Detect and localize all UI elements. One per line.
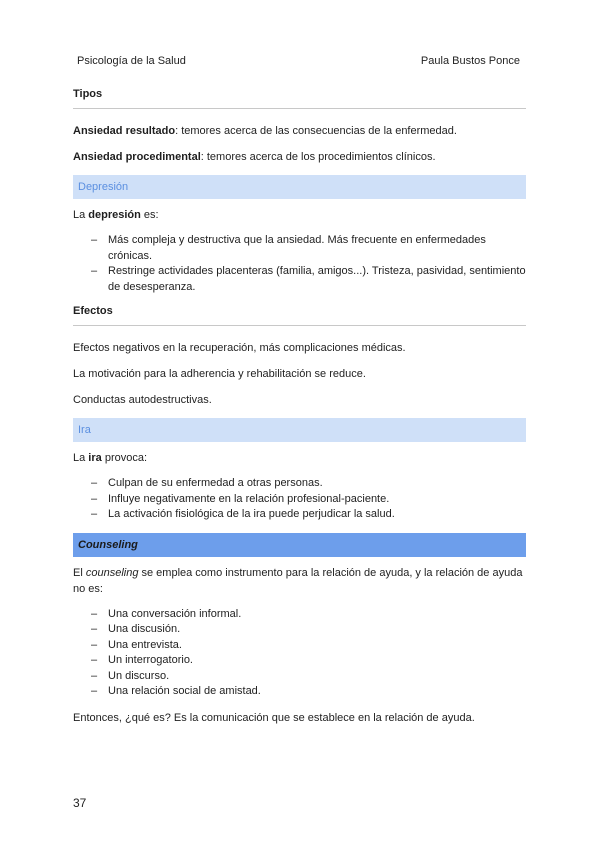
list-item-text: Una discusión. [108, 623, 181, 635]
dash-bullet: – [91, 669, 98, 682]
list-item [73, 492, 526, 508]
paragraph-ansiedad-resultado [73, 123, 526, 139]
text: El [73, 566, 86, 579]
text: se emplea como instrumento para la relación de ayuda, y la relación de ayuda no es: [73, 566, 523, 595]
list-item [73, 653, 526, 669]
text: La [73, 452, 89, 464]
dash-bullet: – [91, 265, 98, 277]
heading-tipos: Tipos [73, 88, 103, 100]
list-item [73, 476, 526, 492]
definition: : temores acerca de los procedimientos clínicos. [200, 151, 436, 163]
term: Ansiedad procedimental [73, 151, 201, 163]
list-ira [73, 476, 526, 523]
text: La [73, 209, 89, 221]
term: counseling [85, 566, 139, 579]
page-number: 37 [73, 796, 87, 810]
page-content [73, 86, 526, 726]
list-item [73, 264, 526, 295]
divider [73, 108, 526, 109]
header-author: Paula Bustos Ponce [420, 55, 520, 67]
paragraph-ansiedad-procedimental [73, 149, 526, 165]
list-item-text: Influye negativamente en la relación profesional-paciente. [108, 492, 390, 505]
dash-bullet: – [91, 477, 98, 489]
list-item-text: Una conversación informal. [108, 607, 242, 620]
dash-bullet: – [91, 607, 98, 620]
divider [73, 325, 526, 326]
list-item-text: Culpan de su enfermedad a otras personas. [108, 477, 323, 489]
list-counseling [73, 607, 526, 700]
list-item-text: La activación fisiológica de la ira puede perjudicar la salud. [108, 508, 395, 520]
section-bar-depresion: Depresión [73, 175, 526, 199]
dash-bullet: – [91, 234, 98, 246]
term: Ansiedad resultado [73, 125, 176, 137]
text: es: [140, 209, 159, 221]
paragraph-ira-intro [73, 450, 526, 466]
list-item-text: Más compleja y destructiva que la ansiedad. Más frecuente en enfermedades crónicas. [108, 234, 486, 262]
dash-bullet: – [91, 623, 98, 635]
paragraph-efectos-1: Efectos negativos en la recuperación, más complicaciones médicas. [73, 342, 406, 354]
list-depresion [73, 233, 526, 295]
list-item [73, 669, 526, 685]
dash-bullet: – [91, 508, 98, 520]
paragraph-efectos-3: Conductas autodestructivas. [73, 394, 212, 406]
dash-bullet: – [91, 654, 98, 666]
paragraph-counseling-closing: Entonces, ¿qué es? Es la comunicación que se establece en la relación de ayuda. [73, 711, 475, 724]
list-item [73, 507, 526, 523]
list-item-text: Una relación social de amistad. [108, 685, 261, 697]
definition: : temores acerca de las consecuencias de la enfermedad. [175, 125, 457, 137]
paragraph-efectos-2: La motivación para la adherencia y rehabilitación se reduce. [73, 368, 366, 380]
list-item [73, 622, 526, 638]
header-subject: Psicología de la Salud [77, 55, 186, 67]
list-item [73, 638, 526, 654]
text: provoca: [101, 452, 148, 464]
dash-bullet: – [91, 638, 98, 651]
term: depresión [88, 209, 141, 221]
term: ira [88, 452, 102, 464]
dash-bullet: – [91, 685, 98, 697]
paragraph-counseling-intro [73, 565, 526, 597]
list-item [73, 233, 526, 264]
list-item-text: Un interrogatorio. [108, 654, 193, 666]
list-item-text: Un discurso. [108, 669, 170, 682]
list-item-text: Una entrevista. [108, 638, 182, 651]
paragraph-depresion-intro [73, 207, 526, 223]
list-item [73, 607, 526, 623]
list-item-text: Restringe actividades placenteras (familia, amigos...). Tristeza, pasividad, sentimiento de desesperanza. [108, 265, 526, 293]
heading-efectos: Efectos [73, 305, 113, 317]
section-bar-ira: Ira [73, 418, 526, 442]
list-item [73, 684, 526, 700]
dash-bullet: – [91, 492, 98, 505]
section-bar-counseling: Counseling [73, 533, 526, 557]
